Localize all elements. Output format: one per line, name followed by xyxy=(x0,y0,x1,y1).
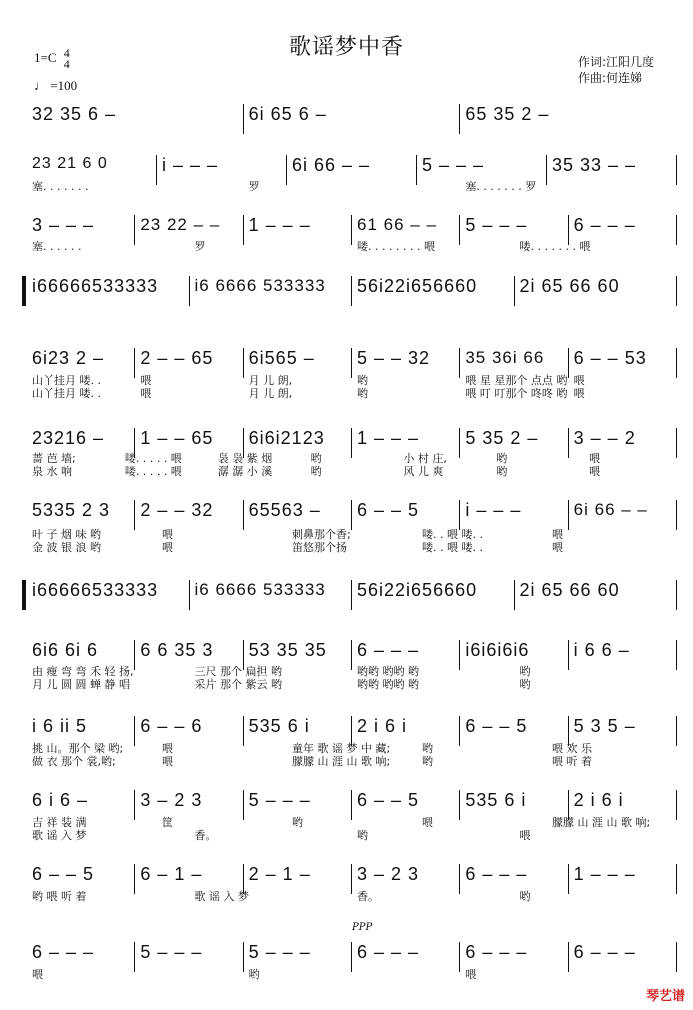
lyric-segment: 哟 喂 听 着 xyxy=(32,890,87,903)
lyric-segment: 小 村 庄, xyxy=(403,452,447,465)
lyric-segment: 哟 xyxy=(310,465,322,478)
measure-notes: i 6 ii 5 xyxy=(32,716,88,736)
lyric-segment: 歌 谣 入 梦 xyxy=(32,829,87,842)
barline xyxy=(351,580,352,610)
measure-notes: 6i 66 – – xyxy=(573,500,648,519)
lyric-segment: 做 衣 那个 裳,哟; xyxy=(32,755,116,768)
measure-notes: 6 – – – xyxy=(32,942,95,962)
barline xyxy=(189,276,190,306)
measure-notes: 5 – – – xyxy=(422,155,485,175)
measure xyxy=(353,580,516,616)
measure-notes: 6 i 6 – xyxy=(32,790,89,810)
lyric-segment: 喽. . . . . 喂 xyxy=(124,452,182,465)
lyric-segment: 哟 xyxy=(357,387,368,400)
measure-notes: 5 – – – xyxy=(140,942,203,962)
lyric-segment: 喂 xyxy=(519,829,531,842)
barline xyxy=(351,500,352,530)
measure-notes: 2 – – 65 xyxy=(140,348,214,368)
lyric-segment: 喂 欢 乐 xyxy=(552,742,592,755)
barline xyxy=(676,580,677,610)
measure-notes: 6 – – – xyxy=(357,640,420,660)
lyric-segment: 朦朦 山 涯 山 歌 响; xyxy=(292,755,391,768)
lyric-segment: 哟 xyxy=(496,452,508,465)
lyric-segment: 喂 星 星那个 点点 哟 xyxy=(465,374,568,387)
measure-notes: 1 – – – xyxy=(357,428,420,448)
lyric-segment: 挑 山。那个 梁 哟; xyxy=(32,742,124,755)
lyric-segment: 喂 xyxy=(589,452,601,465)
lyric-segment: 袅 袅 紫 烟 xyxy=(217,452,273,465)
measure-notes: i66666533333 xyxy=(32,276,159,296)
barline xyxy=(243,104,244,134)
measure-notes: 535 6 i xyxy=(465,790,527,810)
measure-notes: 6 – – – xyxy=(465,942,528,962)
measure-notes: 6 – – – xyxy=(573,942,636,962)
measure-notes: i – – – xyxy=(465,500,522,520)
lyric-segment: 潺 潺 小 溪 xyxy=(217,465,273,478)
measure-notes: 6i6i2123 xyxy=(248,428,325,448)
lyric-segment: 哟 xyxy=(496,465,508,478)
measure-notes: 3 – – – xyxy=(32,215,95,235)
lyric-line xyxy=(28,968,678,981)
measure-notes: 6 – – 5 xyxy=(32,864,95,884)
measure-notes: 2 i 6 i xyxy=(573,790,624,810)
measure-notes: 6 – – – xyxy=(357,942,420,962)
measure-notes: 65563 – xyxy=(248,500,321,520)
lyric-segment: 月 儿 朗, xyxy=(248,374,293,387)
measure xyxy=(353,276,516,312)
lyric-line xyxy=(28,816,678,829)
measure-notes: 2 – – 32 xyxy=(140,500,214,520)
lyric-line xyxy=(28,742,678,755)
barline xyxy=(459,104,460,134)
lyric-segment: 哟哟 哟哟 哟 xyxy=(357,665,419,678)
lyric-line xyxy=(28,665,678,678)
measure-notes: 56i22i656660 xyxy=(357,580,478,600)
repeat-barline xyxy=(22,580,26,610)
measure-notes: 56i22i656660 xyxy=(357,276,478,296)
lyric-segment: 喂 xyxy=(589,465,601,478)
measure-notes: 6 – – – xyxy=(465,864,528,884)
measure-notes: 3 – 2 3 xyxy=(357,864,420,884)
lyric-segment: 罗 xyxy=(194,240,206,253)
lyric-segment: 月 儿 圆 圆 蝉 静 唱 xyxy=(32,678,130,691)
lyric-segment: 喽. . . . . . . . 喂 xyxy=(357,240,435,253)
barline xyxy=(351,276,352,306)
lyric-segment: 叶 子 烟 味 哟 xyxy=(32,528,101,541)
lyric-segment: 哟 xyxy=(422,742,433,755)
lyric-line xyxy=(28,387,678,400)
lyric-segment: 喽. . . . . . . 喂 xyxy=(519,240,591,253)
measure-notes: 6 6 35 3 xyxy=(140,640,214,660)
barline xyxy=(568,500,569,530)
tempo-marking xyxy=(34,78,77,94)
lyric-line xyxy=(28,829,678,842)
lyric-line xyxy=(28,240,678,253)
measure-notes: 6 – 1 – xyxy=(140,864,203,884)
song-title: 歌谣梦中香 xyxy=(288,35,404,60)
lyric-segment: 哟 xyxy=(519,665,531,678)
lyric-segment: 哟 xyxy=(519,678,531,691)
lyric-segment: 吉 祥 装 满 xyxy=(32,816,87,829)
measure-notes: 5 35 2 – xyxy=(465,428,539,448)
measure-notes: i6 6666 533333 xyxy=(194,276,326,295)
lyric-segment: 喂 xyxy=(552,528,563,541)
measure-notes: 6 – – 5 xyxy=(357,790,420,810)
measure-notes: 3 – 2 3 xyxy=(140,790,203,810)
lyric-line xyxy=(28,374,678,387)
lyric-segment: 山丫挂月 喽. . xyxy=(32,374,101,387)
measure-notes: 2i 65 66 60 xyxy=(519,580,620,600)
measure xyxy=(191,276,354,312)
lyric-segment: 喂 xyxy=(573,387,585,400)
lyric-segment: 喂 xyxy=(162,541,173,554)
measure-notes: 6 – – 53 xyxy=(573,348,647,368)
measure xyxy=(516,580,679,616)
lyric-line xyxy=(28,528,678,541)
watermark: 琴艺谱 xyxy=(645,989,685,1004)
measure-notes: 535 6 i xyxy=(248,716,310,736)
score-row xyxy=(28,104,678,140)
lyric-segment: 喂 xyxy=(140,387,152,400)
lyric-line xyxy=(28,180,678,193)
lyric-segment: 哟 xyxy=(292,816,303,829)
measure-notes: 1 – – – xyxy=(248,215,311,235)
key-text: 1=C xyxy=(34,49,57,65)
time-signature-bottom: 4 xyxy=(63,57,70,71)
lyric-segment: 喽. . 喂 喽. . xyxy=(422,528,483,541)
lyric-segment: 筐 xyxy=(162,816,173,829)
tempo-text: =100 xyxy=(50,78,78,93)
lyric-segment: 山丫挂月 喽. . xyxy=(32,387,101,400)
lyric-segment: 喂 叮 叮那个 咚咚 哟 xyxy=(465,387,568,400)
lyric-segment: 采片 那个 紫云 哟 xyxy=(194,678,282,691)
lyric-line xyxy=(28,678,678,691)
lyric-segment: 喂 xyxy=(465,968,477,981)
measure xyxy=(516,276,679,312)
lyric-segment: 刺鼻那个香; xyxy=(292,528,351,541)
lyric-line xyxy=(28,755,678,768)
composer: 作曲:何连娣 xyxy=(578,71,643,85)
lyric-segment: 童年 歌 谣 梦 中 藏; xyxy=(292,742,391,755)
lyric-segment: 哟 xyxy=(357,829,368,842)
measure-notes: 6i 66 – – xyxy=(292,155,371,175)
lyric-segment: 歌 谣 入 梦 xyxy=(194,890,249,903)
lyric-segment: 风 儿 爽 xyxy=(403,465,444,478)
measure-notes: 23216 – xyxy=(32,428,105,448)
lyric-segment: 香。 xyxy=(194,829,217,842)
lyric-segment: 月 儿 朗, xyxy=(248,387,293,400)
lyric-segment: 喂 xyxy=(573,374,585,387)
barline xyxy=(676,276,677,306)
measure-notes: 6i 65 6 – xyxy=(248,104,327,124)
lyricist: 作词:江阳几度 xyxy=(578,55,655,69)
lyric-segment: 塞. . . . . . . 罗 xyxy=(465,180,537,193)
barline xyxy=(134,500,135,530)
time-signature-top: 4 xyxy=(63,46,70,60)
repeat-barline xyxy=(22,276,26,306)
lyric-segment: 喂 xyxy=(162,528,173,541)
lyric-segment: 喂 xyxy=(140,374,152,387)
measure-notes: i 6 6 – xyxy=(573,640,630,660)
measure xyxy=(28,104,245,140)
lyric-segment: 哟 xyxy=(422,755,433,768)
measure-notes: 61 66 – – xyxy=(357,215,437,234)
measure-notes: 23 22 – – xyxy=(140,215,221,234)
measure-notes: 53 35 35 xyxy=(248,640,327,660)
score-row xyxy=(28,276,678,312)
measure-notes: 5335 2 3 xyxy=(32,500,111,520)
lyric-segment: 笛悠那个扬 xyxy=(292,541,347,554)
measure-notes: 5 – – – xyxy=(465,215,528,235)
measure-notes: 5 – – – xyxy=(248,790,311,810)
lyric-segment: 塞. . . . . . xyxy=(32,240,82,253)
measure-notes: 5 – – – xyxy=(248,942,311,962)
lyric-segment: 哟 xyxy=(357,374,368,387)
measure-notes: 23 21 6 0 xyxy=(32,155,108,172)
dynamics-marking: PPP xyxy=(352,922,373,933)
lyric-segment: 泉 水 响 xyxy=(32,465,72,478)
barline xyxy=(514,276,515,306)
measure xyxy=(461,104,678,140)
lyric-segment: 哟 xyxy=(519,890,531,903)
measure-notes: 6 – – 5 xyxy=(357,500,420,520)
credits xyxy=(578,54,654,86)
lyric-line xyxy=(28,452,678,465)
lyric-line xyxy=(28,465,678,478)
lyric-segment: 喂 xyxy=(552,541,563,554)
lyric-segment: 哟 xyxy=(248,968,260,981)
lyric-segment: 喽. . 喂 喽. . xyxy=(422,541,483,554)
barline xyxy=(514,580,515,610)
lyric-segment: 喽. . . . . 喂 xyxy=(124,465,182,478)
lyric-segment: 三尺 那个 扁担 哟 xyxy=(194,665,282,678)
measure-notes: 2 i 6 i xyxy=(357,716,408,736)
measure-notes: i6i6i6i6 xyxy=(465,640,530,660)
lyric-segment: 朦朦 山 涯 山 歌 响; xyxy=(552,816,651,829)
measure xyxy=(28,276,191,312)
lyric-line xyxy=(28,890,678,903)
quarter-note-icon: ♩ xyxy=(34,78,47,93)
score-row xyxy=(28,580,678,616)
measure-notes: 6i6 6i 6 xyxy=(32,640,99,660)
barline xyxy=(189,580,190,610)
lyric-segment: 蔷 芭 墙; xyxy=(32,452,76,465)
lyric-segment: 喂 听 着 xyxy=(552,755,592,768)
measure-notes: 32 35 6 – xyxy=(32,104,117,124)
measure-notes: 1 – – – xyxy=(573,864,636,884)
measure-notes: 3 – – 2 xyxy=(573,428,636,448)
lyric-segment: 喂 xyxy=(32,968,43,981)
measure xyxy=(28,580,191,616)
lyric-segment: 喂 xyxy=(422,816,433,829)
measure xyxy=(245,104,462,140)
key-signature xyxy=(34,48,70,70)
measure-notes: 5 – – 32 xyxy=(357,348,431,368)
measure-notes: 35 36i 66 xyxy=(465,348,545,367)
lyric-segment: 哟哟 哟哟 哟 xyxy=(357,678,419,691)
measure xyxy=(191,580,354,616)
measure-notes: 35 33 – – xyxy=(552,155,637,175)
lyric-segment: 哟 xyxy=(310,452,322,465)
measure-notes: 6 – – – xyxy=(573,215,636,235)
measure-notes: i6 6666 533333 xyxy=(194,580,326,599)
lyric-segment: 喂 xyxy=(162,755,173,768)
measure-notes: 5 3 5 – xyxy=(573,716,636,736)
lyric-segment: 金 波 银 浪 哟 xyxy=(32,541,101,554)
barline xyxy=(676,500,677,530)
measure-notes: 6i565 – xyxy=(248,348,315,368)
lyric-line xyxy=(28,541,678,554)
lyric-segment: 罗 xyxy=(248,180,260,193)
measure-notes: 2i 65 66 60 xyxy=(519,276,620,296)
lyric-segment: 塞. . . . . . . xyxy=(32,180,89,193)
measure-notes: 1 – – 65 xyxy=(140,428,214,448)
barline xyxy=(243,500,244,530)
measure-notes: 6 – – 5 xyxy=(465,716,528,736)
lyric-segment: 由 瘦 弯 弯 禾 轻 扬, xyxy=(32,665,134,678)
measure-notes: i – – – xyxy=(162,155,219,175)
measure-notes: 65 35 2 – xyxy=(465,104,550,124)
measure-notes: 2 – 1 – xyxy=(248,864,311,884)
measure-notes: 6 – – 6 xyxy=(140,716,203,736)
lyric-segment: 香。 xyxy=(357,890,379,903)
measure-notes: 6i23 2 – xyxy=(32,348,105,368)
barline xyxy=(459,500,460,530)
time-signature xyxy=(64,48,70,70)
measure-notes: i66666533333 xyxy=(32,580,159,600)
lyric-segment: 喂 xyxy=(162,742,173,755)
